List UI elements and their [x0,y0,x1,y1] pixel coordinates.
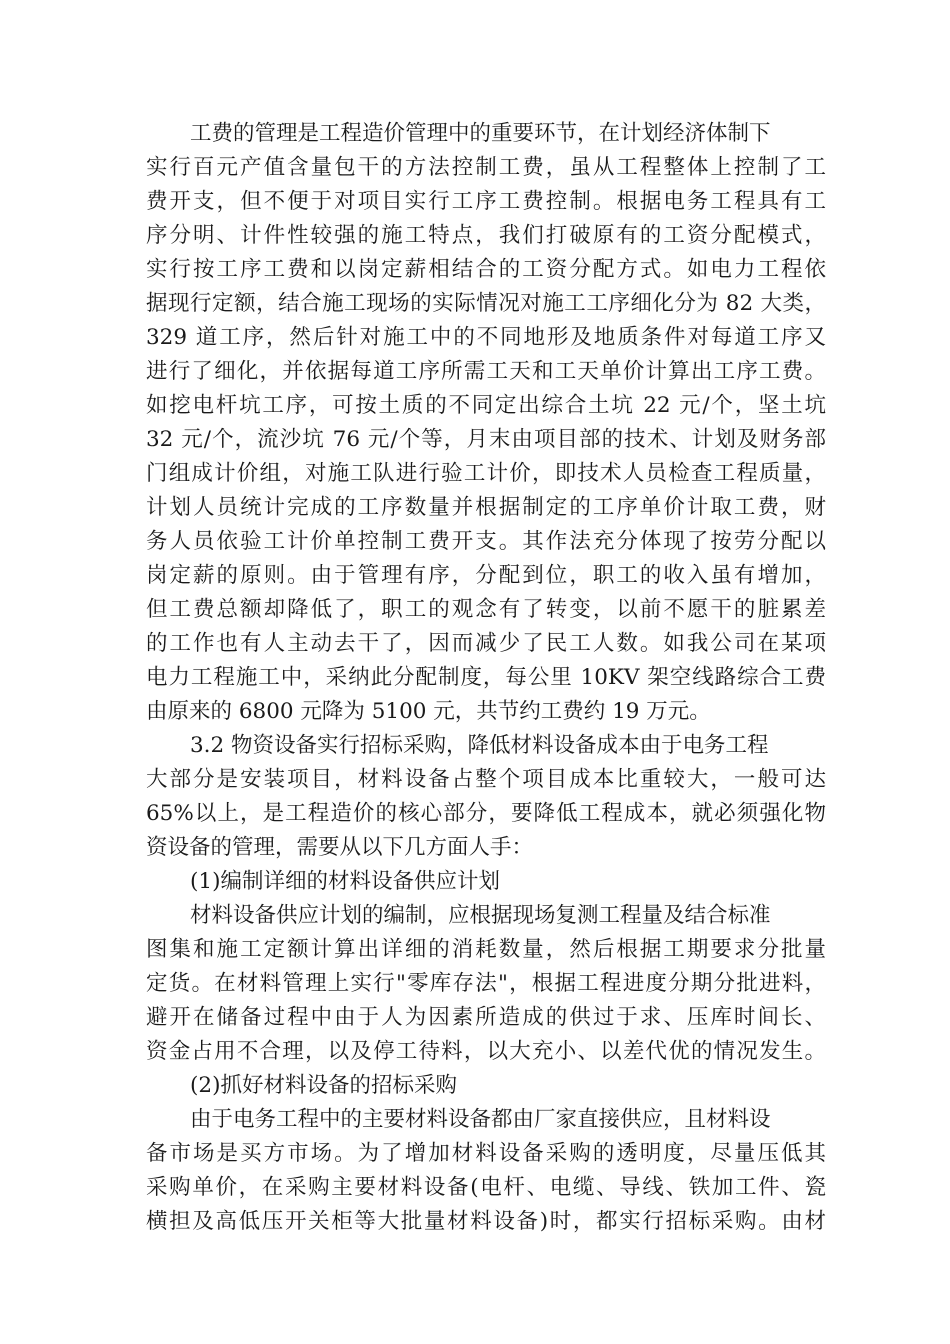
text-line: 务人员依验工计价单控制工费开支。其作法充分体现了按劳分配以 [146,529,826,554]
text-line: 序分明、计件性较强的施工特点，我们打破原有的工资分配模式， [146,223,826,248]
text-line: 费开支，但不便于对项目实行工序工费控制。根据电务工程具有工 [146,189,826,214]
text-line: 的工作也有人主动去干了，因而减少了民工人数。如我公司在某项 [146,631,826,656]
text-line: 定货。在材料管理上实行"零库存法"，根据工程进度分期分批进料， [146,971,826,996]
text-line: 岗定薪的原则。由于管理有序，分配到位，职工的收入虽有增加， [146,563,826,588]
text-line: 由原来的 6800 元降为 5100 元，共节约工费约 19 万元。 [146,699,711,724]
section-heading: 3.2 物资设备实行招标采购，降低材料设备成本由于电务工程 [190,733,769,758]
text-line: 实行按工序工费和以岗定薪相结合的工资分配方式。如电力工程依 [146,257,826,282]
text-line: 32 元/个，流沙坑 76 元/个等，月末由项目部的技术、计划及财务部 [146,427,826,452]
text-line: 由于电务工程中的主要材料设备都由厂家直接供应，且材料设 [190,1107,771,1132]
text-line: 329 道工序，然后针对施工中的不同地形及地质条件对每道工序又 [146,325,826,350]
text-line: 材料设备供应计划的编制，应根据现场复测工程量及结合标准 [190,903,771,928]
text-line: 避开在储备过程中由于人为因素所造成的供过于求、压库时间长、 [146,1005,826,1030]
subsection-heading: (1)编制详细的材料设备供应计划 [190,869,500,894]
text-line: 采购单价，在采购主要材料设备(电杆、电缆、导线、铁加工件、瓷 [146,1175,826,1200]
text-line: 计划人员统计完成的工序数量并根据制定的工序单价计取工费，财 [146,495,826,520]
text-line: 工费的管理是工程造价管理中的重要环节，在计划经济体制下 [190,121,771,146]
text-line: 大部分是安装项目，材料设备占整个项目成本比重较大，一般可达 [146,767,826,792]
text-line: 资设备的管理，需要从以下几方面人手： [146,835,534,860]
text-line: 门组成计价组，对施工队进行验工计价，即技术人员检查工程质量， [146,461,826,486]
text-line: 但工费总额却降低了，职工的观念有了转变，以前不愿干的脏累差 [146,597,826,622]
text-line: 电力工程施工中，采纳此分配制度，每公里 10KV 架空线路综合工费 [146,665,826,690]
text-line: 资金占用不合理，以及停工待料，以大充小、以差代优的情况发生。 [146,1039,826,1064]
text-line: 图集和施工定额计算出详细的消耗数量，然后根据工期要求分批量 [146,937,826,962]
text-line: 进行了细化，并依据每道工序所需工天和工天单价计算出工序工费。 [146,359,826,384]
text-line: 横担及高低压开关柜等大批量材料设备)时，都实行招标采购。由材 [146,1209,826,1234]
text-line: 如挖电杆坑工序，可按土质的不同定出综合土坑 22 元/个，坚土坑 [146,393,826,418]
text-line: 65%以上，是工程造价的核心部分，要降低工程成本，就必须强化物 [146,801,826,826]
subsection-heading: (2)抓好材料设备的招标采购 [190,1073,457,1098]
text-line: 实行百元产值含量包干的方法控制工费，虽从工程整体上控制了工 [146,155,826,180]
text-line: 据现行定额，结合施工现场的实际情况对施工工序细化分为 82 大类， [146,291,826,316]
text-line: 备市场是买方市场。为了增加材料设备采购的透明度，尽量压低其 [146,1141,826,1166]
